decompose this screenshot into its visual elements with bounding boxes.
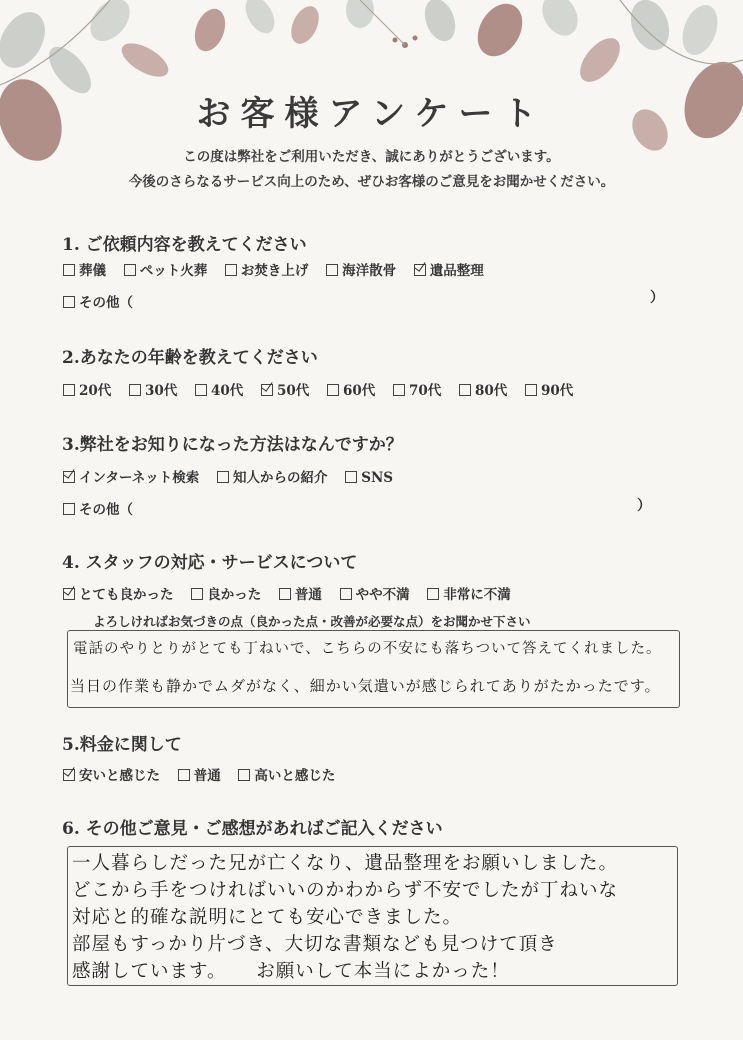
checkbox-icon — [427, 588, 439, 600]
question-1-title: 1. ご依頼内容を教えてください — [62, 235, 307, 255]
checkbox-icon — [340, 588, 352, 600]
checkbox-icon — [217, 471, 229, 483]
option-funeral[interactable]: 葬儀 — [63, 259, 106, 279]
option-expensive[interactable]: 高いと感じた — [238, 764, 335, 784]
option-otakiage[interactable]: お焚き上げ — [225, 259, 309, 279]
option-normal-price[interactable]: 普通 — [178, 764, 221, 784]
question-6-answer-line-3: 対応と的確な説明にとても安心できました。 — [72, 907, 463, 928]
checkbox-icon — [279, 588, 291, 600]
question-6-answer-box[interactable] — [67, 846, 678, 986]
checkbox-icon — [63, 264, 75, 276]
question-3-title: 3.弊社をお知りになった方法はなんですか？ — [62, 435, 403, 455]
question-4-note: よろしければお気づきの点（良かった点・改善が必要な点）をお聞かせ下さい — [93, 614, 531, 629]
checked-checkbox-icon — [261, 384, 273, 396]
question-6-answer-line-2: どこから手をつければいいのかわからず不安でしたが丁ねいな — [72, 880, 619, 901]
option-sns[interactable]: SNS — [345, 470, 393, 486]
checkbox-icon — [191, 588, 203, 600]
page-title: お客様アンケート — [196, 94, 547, 134]
question-1-options — [63, 259, 497, 279]
option-slightly-dissatisfied[interactable]: やや不満 — [340, 583, 410, 603]
question-2-title: 2.あなたの年齢を教えてください — [62, 348, 318, 368]
option-pet-cremation[interactable]: ペット火葬 — [124, 259, 208, 279]
question-5-options — [63, 764, 348, 784]
checkbox-icon — [195, 384, 207, 396]
checkbox-icon — [345, 471, 357, 483]
question-2-options — [63, 379, 586, 399]
option-cheap[interactable]: 安いと感じた — [63, 764, 160, 784]
option-20s[interactable]: 20代 — [63, 379, 111, 399]
question-5-title: 5.料金に関して — [62, 735, 182, 755]
checkbox-icon — [238, 769, 250, 781]
question-6-answer-line-1: 一人暮らしだった兄が亡くなり、遺品整理をお願いしました。 — [72, 853, 619, 874]
question-3-other[interactable]: その他（ — [63, 498, 133, 518]
question-4-answer-line-1: 電話のやりとりがとても丁ねいで、こちらの不安にも落ちついて答えてくれました。 — [73, 641, 662, 657]
checkbox-icon — [124, 264, 136, 276]
option-internet-search[interactable]: インターネット検索 — [63, 466, 199, 486]
option-referral[interactable]: 知人からの紹介 — [217, 466, 328, 486]
checkbox-icon — [326, 264, 338, 276]
question-6-title: 6. その他ご意見・ご感想があればご記入ください — [62, 819, 443, 839]
option-90s[interactable]: 90代 — [525, 379, 573, 399]
option-estate-cleanup[interactable]: 遺品整理 — [414, 259, 484, 279]
checkbox-icon — [63, 384, 75, 396]
checkbox-icon — [393, 384, 405, 396]
option-50s[interactable]: 50代 — [261, 379, 309, 399]
option-70s[interactable]: 70代 — [393, 379, 441, 399]
checked-checkbox-icon — [63, 769, 75, 781]
question-6-answer-line-4: 部屋もすっかり片づき、大切な書類なども見つけて頂き — [72, 934, 558, 955]
question-6-answer-line-5: 感謝しています。 お願いして本当によかった！ — [72, 961, 510, 982]
question-3-other-close: ） — [637, 498, 651, 514]
checked-checkbox-icon — [414, 264, 426, 276]
intro-line-2: 今後のさらなるサービス向上のため、ぜひお客様のご意見をお聞かせください。 — [128, 174, 615, 190]
intro-line-1: この度は弊社をご利用いただき、誠にありがとうございます。 — [183, 149, 560, 165]
option-good[interactable]: 良かった — [191, 583, 261, 603]
checkbox-icon — [178, 769, 190, 781]
option-80s[interactable]: 80代 — [459, 379, 507, 399]
checkbox-icon — [459, 384, 471, 396]
checkbox-icon — [225, 264, 237, 276]
question-1-other[interactable]: その他（ — [63, 291, 133, 311]
option-60s[interactable]: 60代 — [327, 379, 375, 399]
checkbox-icon — [327, 384, 339, 396]
checkbox-icon — [63, 296, 75, 308]
option-very-dissatisfied[interactable]: 非常に不満 — [427, 583, 511, 603]
question-1-other-close: ） — [650, 290, 664, 306]
option-30s[interactable]: 30代 — [129, 379, 177, 399]
option-sea-scattering[interactable]: 海洋散骨 — [326, 259, 396, 279]
question-4-title: 4. スタッフの対応・サービスについて — [62, 553, 358, 573]
question-4-options — [63, 583, 524, 603]
checked-checkbox-icon — [63, 471, 75, 483]
checked-checkbox-icon — [63, 588, 75, 600]
question-3-options — [63, 466, 406, 486]
question-4-answer-box[interactable] — [67, 630, 680, 708]
option-40s[interactable]: 40代 — [195, 379, 243, 399]
option-very-good[interactable]: とても良かった — [63, 583, 174, 603]
question-4-answer-line-2: 当日の作業も静かでムダがなく、細かい気遣いが感じられてありがたかったです。 — [70, 677, 661, 695]
option-normal[interactable]: 普通 — [279, 583, 322, 603]
checkbox-icon — [129, 384, 141, 396]
checkbox-icon — [63, 503, 75, 515]
checkbox-icon — [525, 384, 537, 396]
